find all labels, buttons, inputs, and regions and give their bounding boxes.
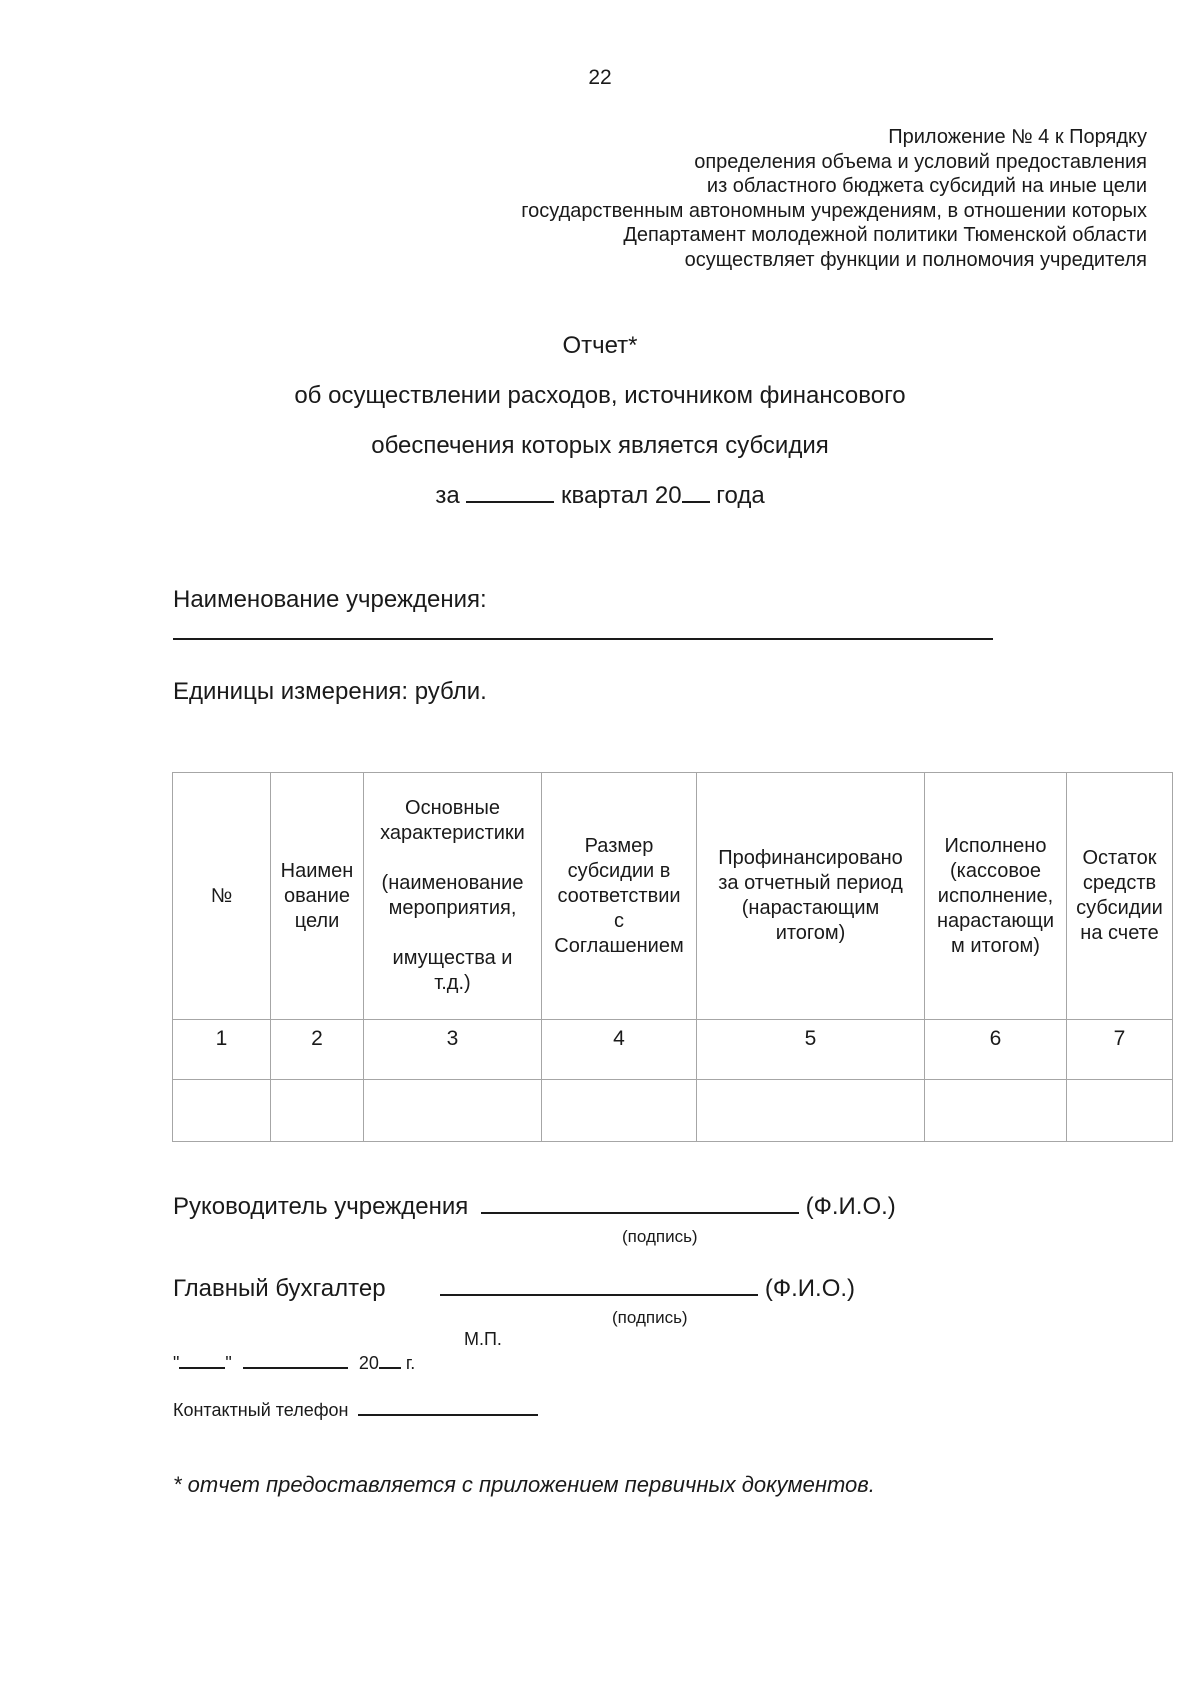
column-number: 4 <box>542 1020 697 1080</box>
header-balance: Остаток средств субсидии на счете <box>1067 773 1173 1020</box>
period-middle: квартал 20 <box>561 482 682 509</box>
column-number: 3 <box>364 1020 542 1080</box>
header-financed: Профинансировано за отчетный период (нарастающим итогом) <box>697 773 925 1020</box>
accountant-fio: (Ф.И.О.) <box>764 1275 856 1302</box>
institution-label: Наименование учреждения: <box>173 586 487 613</box>
report-subtitle-2: обеспечения которых является субсидия <box>371 432 829 459</box>
stamp-placeholder: М.П. <box>464 1329 502 1349</box>
table-header-row <box>173 773 1173 1020</box>
accountant-signature-caption: (подпись) <box>612 1308 688 1327</box>
institution-name-line[interactable] <box>173 638 993 640</box>
empty-cell[interactable] <box>271 1080 364 1142</box>
column-number-row <box>173 1020 1173 1080</box>
quarter-blank[interactable] <box>466 481 554 503</box>
header-subsidy-amount: Размер субсидии в соответствии с Соглашением <box>542 773 697 1020</box>
annex-line: государственным автономным учреждениям, в отношении которых <box>521 199 1147 222</box>
empty-cell[interactable] <box>364 1080 542 1142</box>
phone-row <box>173 1398 538 1421</box>
annex-line: осуществляет функции и полномочия учредителя <box>684 248 1147 271</box>
year-blank[interactable] <box>682 481 710 503</box>
header-executed: Исполнено (кассовое исполнение, нарастающи м итогом) <box>925 773 1067 1020</box>
annex-line: из областного бюджета субсидий на иные цели <box>706 175 1147 197</box>
period-suffix: года <box>716 482 765 509</box>
month-blank[interactable] <box>243 1351 348 1369</box>
column-number: 7 <box>1067 1020 1173 1080</box>
header-goal-name: Наимен ование цели <box>271 773 364 1020</box>
page-number: 22 <box>588 66 612 89</box>
head-signature-row <box>173 1190 896 1221</box>
report-table <box>172 772 1173 1142</box>
empty-cell[interactable] <box>1067 1080 1173 1142</box>
accountant-signature-line[interactable] <box>440 1272 758 1296</box>
empty-cell[interactable] <box>173 1080 271 1142</box>
empty-cell[interactable] <box>925 1080 1067 1142</box>
column-number: 1 <box>173 1020 271 1080</box>
accountant-signature-row <box>173 1272 855 1303</box>
header-number: № <box>173 773 271 1020</box>
annex-header <box>427 125 1147 272</box>
annex-line: Приложение № 4 к Порядку <box>888 126 1147 148</box>
date-row: " " 20 г. <box>173 1353 416 1373</box>
head-fio: (Ф.И.О.) <box>805 1193 896 1220</box>
head-signature-caption: (подпись) <box>622 1227 698 1246</box>
column-number: 6 <box>925 1020 1067 1080</box>
table-row <box>173 1080 1173 1142</box>
head-signature-line[interactable] <box>481 1190 799 1214</box>
annex-line: определения объема и условий предоставления <box>694 150 1147 173</box>
report-title <box>0 328 1200 528</box>
day-blank[interactable] <box>179 1351 225 1369</box>
report-heading: Отчет* <box>562 332 638 359</box>
period-prefix: за <box>435 482 460 509</box>
units-label: Единицы измерения: рубли. <box>173 678 487 705</box>
empty-cell[interactable] <box>542 1080 697 1142</box>
header-characteristics: Основные характеристики (наименование мероприятия, имущества и т.д.) <box>364 773 542 1020</box>
phone-label: Контактный телефон <box>173 1400 349 1420</box>
accountant-label: Главный бухгалтер <box>173 1275 386 1302</box>
empty-cell[interactable] <box>697 1080 925 1142</box>
annex-line: Департамент молодежной политики Тюменской области <box>623 224 1147 246</box>
head-label: Руководитель учреждения <box>173 1193 469 1220</box>
year-blank-date[interactable] <box>379 1351 401 1369</box>
column-number: 5 <box>697 1020 925 1080</box>
phone-line[interactable] <box>358 1398 538 1416</box>
footnote: * отчет предоставляется с приложением первичных документов. <box>173 1472 875 1497</box>
report-subtitle-1: об осуществлении расходов, источником финансового <box>294 382 906 409</box>
report-period <box>0 478 1200 528</box>
column-number: 2 <box>271 1020 364 1080</box>
